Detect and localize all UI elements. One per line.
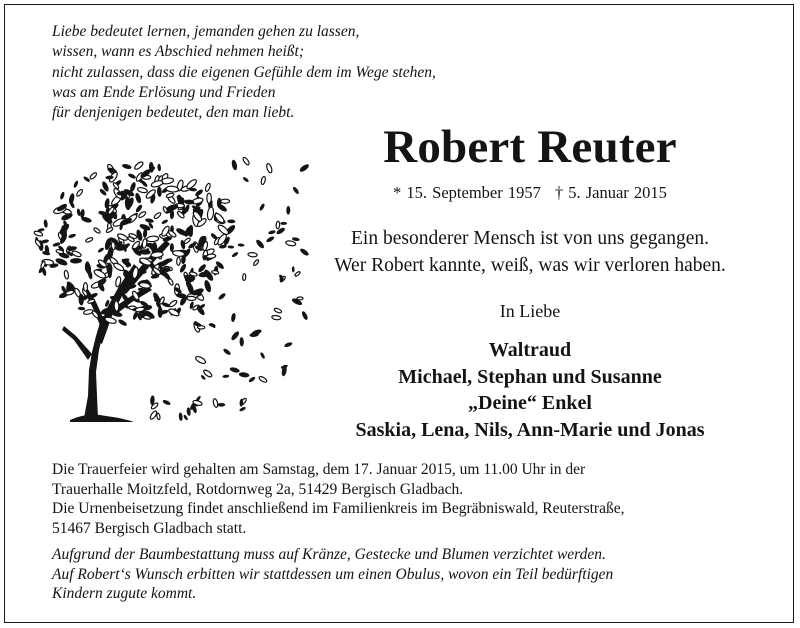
- notice-line: Kindern zugute kommt.: [52, 585, 197, 602]
- poem-line: was am Ende Erlösung und Frieden: [52, 83, 276, 101]
- poem: [52, 22, 436, 123]
- mourner-line: „Deine“ Enkel: [468, 392, 592, 414]
- poem-line: wissen, wann es Abschied nehmen heißt;: [52, 43, 304, 61]
- poem-line: für denjenigen bedeutet, den man liebt.: [52, 104, 295, 122]
- closing-phrase: In Liebe: [499, 301, 561, 321]
- birth-date: * 15. September 1957: [393, 183, 541, 202]
- message-line: Wer Robert kannte, weiß, was wir verloren haben.: [334, 255, 726, 276]
- info-line: Die Urnenbeisetzung findet anschließend im Familienkreis im Begräbniswald, Reuterstraße,: [52, 500, 625, 517]
- poem-line: nicht zulassen, dass die eigenen Gefühle dem im Wege stehen,: [52, 63, 436, 81]
- life-dates: [330, 183, 730, 203]
- deceased-name: Robert Reuter: [383, 121, 677, 173]
- donation-notice: [52, 545, 613, 604]
- info-line: Die Trauerfeier wird gehalten am Samstag, dem 17. Januar 2015, um 11.00 Uhr in der: [52, 461, 586, 478]
- mourner-line: Michael, Stephan und Susanne: [398, 365, 662, 388]
- notice-line: Aufgrund der Baumbestattung muss auf Kränze, Gestecke und Blumen verzichtet werden.: [52, 546, 606, 563]
- info-line: Trauerhalle Moitzfeld, Rotdornweg 2a, 51429 Bergisch Gladbach.: [52, 480, 464, 498]
- farewell-message: [300, 225, 760, 279]
- mourner-line: Saskia, Lena, Nils, Ann-Marie und Jonas: [355, 418, 705, 441]
- tree-illustration: [26, 140, 316, 430]
- poem-line: Liebe bedeutet lernen, jemanden gehen zu lassen,: [52, 23, 360, 40]
- info-line: 51467 Bergisch Gladbach statt.: [52, 519, 247, 537]
- tree-leaves: [34, 156, 311, 421]
- death-date: † 5. Januar 2015: [554, 183, 667, 202]
- message-line: Ein besonderer Mensch ist von uns gegangen.: [351, 228, 709, 249]
- funeral-info: [52, 460, 624, 538]
- mourners-list: [280, 337, 780, 443]
- notice-line: Auf Robert‘s Wunsch erbitten wir stattdessen um einen Obulus, wovon ein Teil bedürftigen: [52, 565, 614, 583]
- mourner-line: Waltraud: [488, 339, 572, 361]
